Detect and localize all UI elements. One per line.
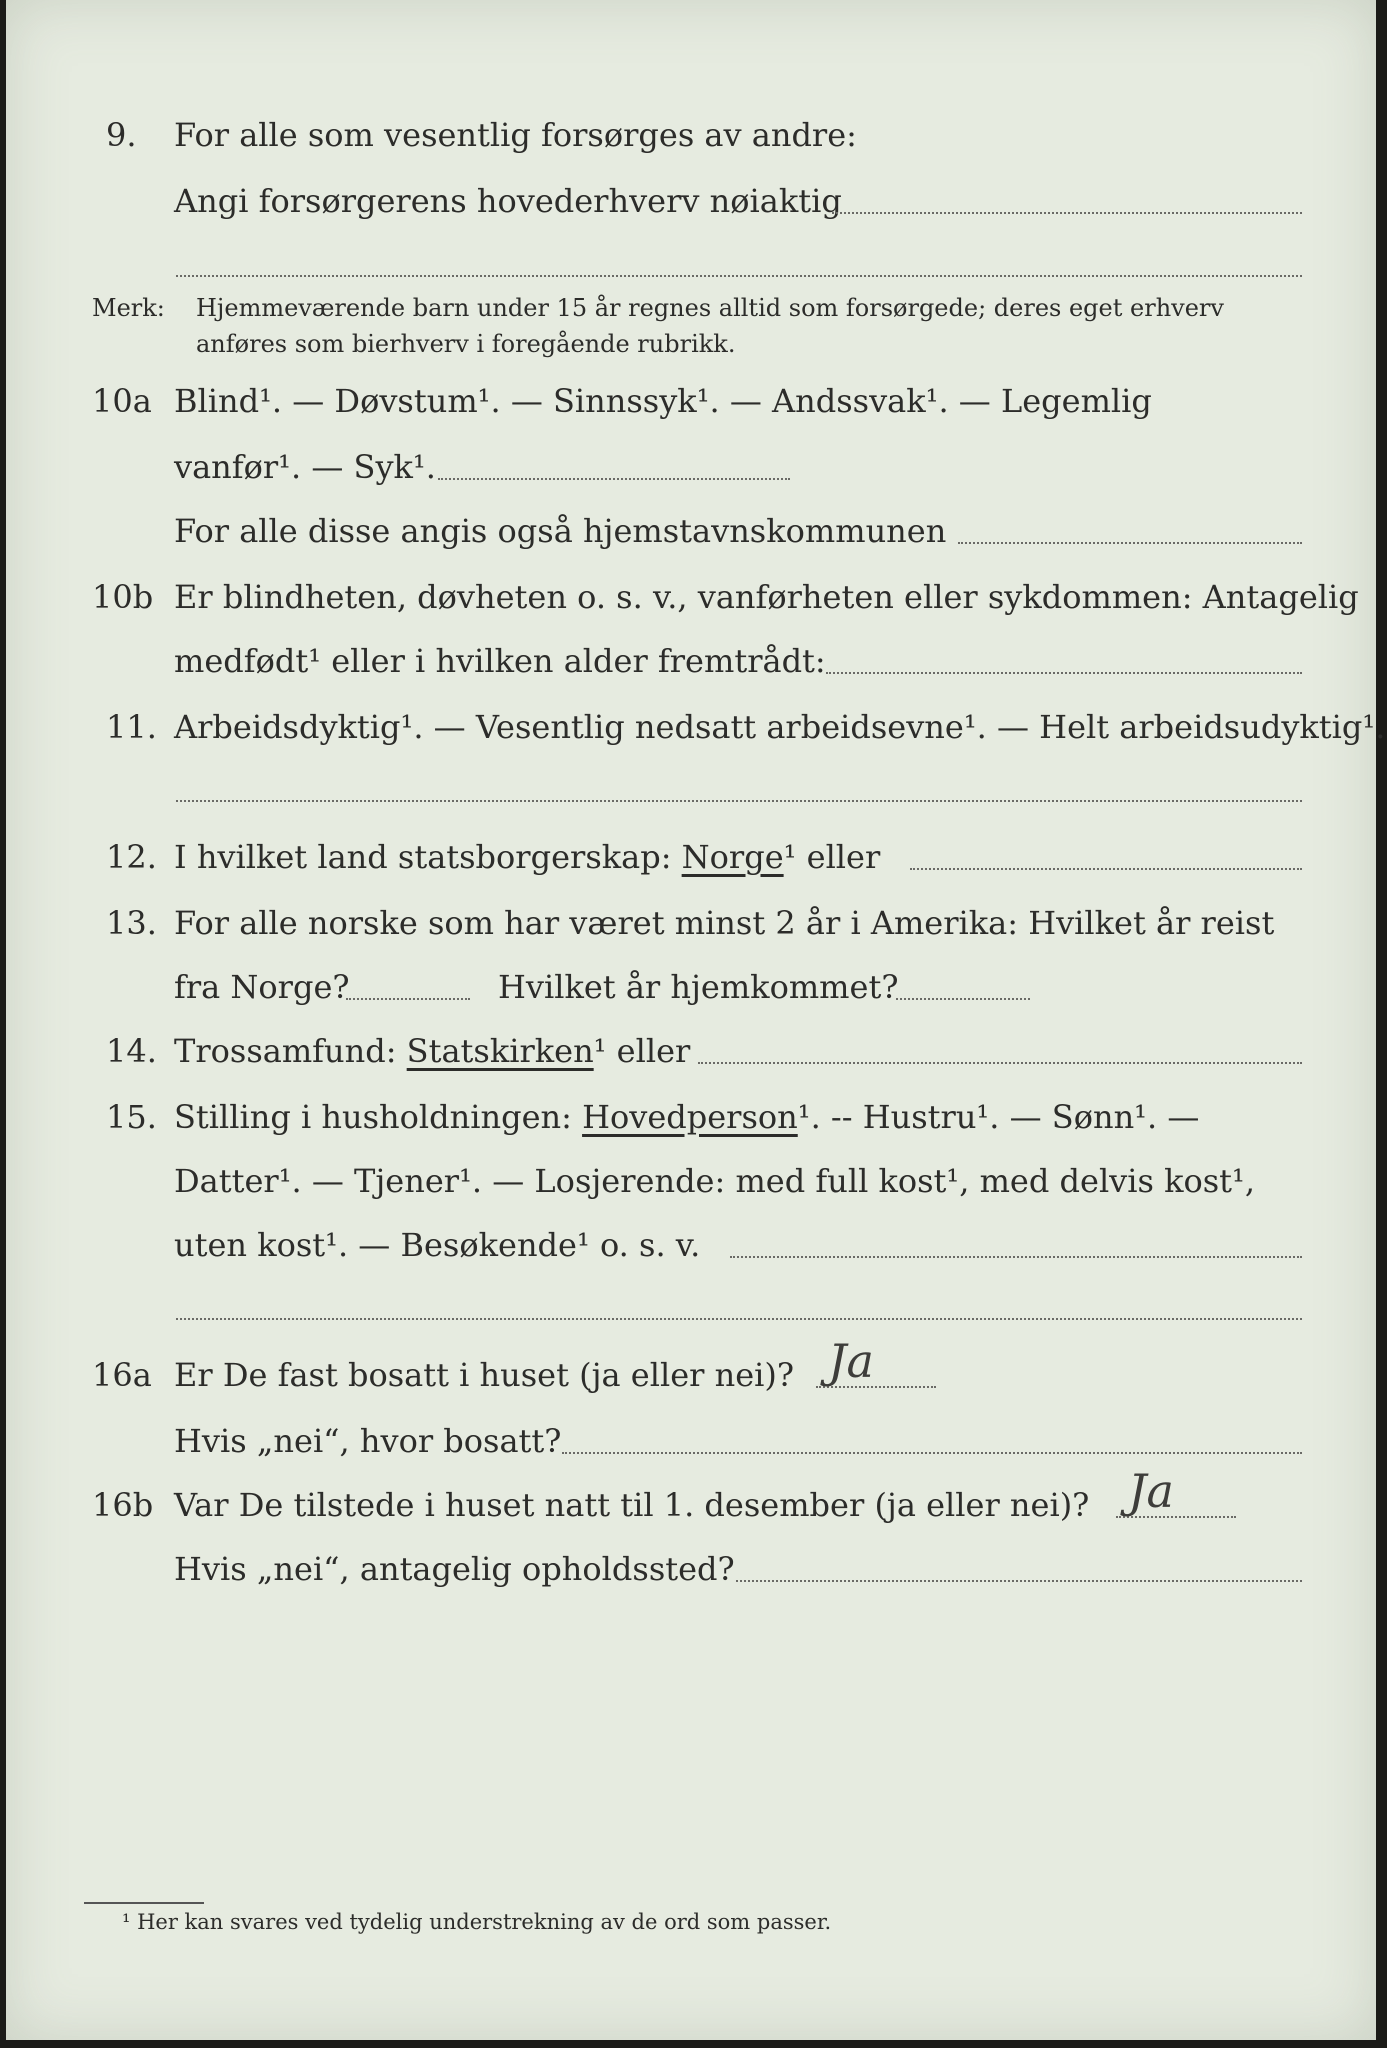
q16b-line2: Hvis „nei“, antagelig opholdssted? xyxy=(174,1550,735,1588)
merk-line2: anføres som bierhverv i foregående rubrikk. xyxy=(196,330,736,358)
q10b-number: 10b xyxy=(92,578,154,616)
q13-fill-reist xyxy=(346,998,470,1000)
q14-fill xyxy=(698,1062,1302,1064)
q15-line3: uten kost¹. — Besøkende¹ o. s. v. xyxy=(174,1226,701,1264)
q16b-line1: Var De tilstede i huset natt til 1. desember (ja eller nei)? xyxy=(174,1486,1090,1524)
q10a-number: 10a xyxy=(92,382,152,420)
q13-line2a: fra Norge? xyxy=(174,968,350,1006)
q14-number: 14. xyxy=(106,1032,157,1070)
q14-line xyxy=(174,1032,690,1070)
q15-fill-line4 xyxy=(176,1318,1302,1320)
q9-fill-line2 xyxy=(176,275,1302,277)
q12-line xyxy=(174,838,880,876)
q14-text: Trossamfund: xyxy=(174,1032,407,1070)
q13-line1: For alle norske som har været minst 2 år i Amerika: Hvilket år reist xyxy=(174,904,1275,942)
footnote-rule xyxy=(84,1902,204,1904)
q12-text: I hvilket land statsborgerskap: xyxy=(174,838,682,876)
q12-suffix: ¹ eller xyxy=(783,838,881,876)
q10a-line1: Blind¹. — Døvstum¹. — Sinnssyk¹. — Andssvak¹. — Legemlig xyxy=(174,382,1152,420)
q9-fill-line1 xyxy=(832,212,1302,214)
q12-answer-norge: Norge xyxy=(681,838,784,876)
q10a-line3: For alle disse angis også hjemstavnskommunen xyxy=(174,512,947,550)
q16a-number: 16a xyxy=(92,1356,152,1394)
q13-fill-hjemkommet xyxy=(896,998,1030,1000)
merk-line1: Hjemmeværende barn under 15 år regnes alltid som forsørgede; deres eget erhverv xyxy=(196,294,1224,322)
q16a-line1: Er De fast bosatt i huset (ja eller nei)? xyxy=(174,1356,795,1394)
q15-number: 15. xyxy=(106,1098,157,1136)
q16b-handwritten-answer: Ja xyxy=(1128,1464,1174,1518)
q10a-fill-syk xyxy=(438,478,790,480)
q10a-line2: vanfør¹. — Syk¹. xyxy=(174,448,436,486)
q13-line2b: Hvilket år hjemkommet? xyxy=(498,968,899,1006)
q15-line1 xyxy=(174,1098,1199,1136)
q13-number: 13. xyxy=(106,904,157,942)
q12-fill xyxy=(910,868,1302,870)
q15-fill-line3 xyxy=(730,1256,1302,1258)
q10b-line1: Er blindheten, døvheten o. s. v., vanførheten eller sykdommen: Antagelig xyxy=(174,578,1359,616)
q15-answer-hovedperson: Hovedperson xyxy=(582,1098,798,1136)
q16a-fill-bosatt xyxy=(562,1452,1302,1454)
q16a-line2: Hvis „nei“, hvor bosatt? xyxy=(174,1422,562,1460)
q16b-number: 16b xyxy=(92,1486,154,1524)
q10b-line2: medfødt¹ eller i hvilken alder fremtrådt: xyxy=(174,642,826,680)
q12-number: 12. xyxy=(106,838,157,876)
q11-line1: Arbeidsdyktig¹. — Vesentlig nedsatt arbeidsevne¹. — Helt arbeidsudyktig¹. xyxy=(174,708,1386,746)
q10b-fill xyxy=(826,672,1302,674)
q11-fill xyxy=(176,800,1302,802)
q14-answer-statskirken: Statskirken xyxy=(406,1032,594,1070)
q15-options: ¹. -- Hustru¹. — Sønn¹. — xyxy=(797,1098,1200,1136)
q15-line2: Datter¹. — Tjener¹. — Losjerende: med full kost¹, med delvis kost¹, xyxy=(174,1162,1256,1200)
merk-label: Merk: xyxy=(92,294,165,322)
q16a-handwritten-answer: Ja xyxy=(828,1334,874,1388)
q11-number: 11. xyxy=(106,708,157,746)
q9-line1: For alle som vesentlig forsørges av andre: xyxy=(174,116,857,154)
q10a-fill-hjemstavn xyxy=(958,542,1302,544)
q16b-fill-opholdssted xyxy=(736,1580,1302,1582)
q9-line2: Angi forsørgerens hovederhverv nøiaktig xyxy=(174,182,842,220)
census-form-page xyxy=(6,0,1386,2040)
q14-suffix: ¹ eller xyxy=(593,1032,691,1070)
q9-number: 9. xyxy=(106,116,137,154)
footnote: ¹ Her kan svares ved tydelig understrekning av de ord som passer. xyxy=(122,1910,832,1934)
q15-text: Stilling i husholdningen: xyxy=(174,1098,583,1136)
